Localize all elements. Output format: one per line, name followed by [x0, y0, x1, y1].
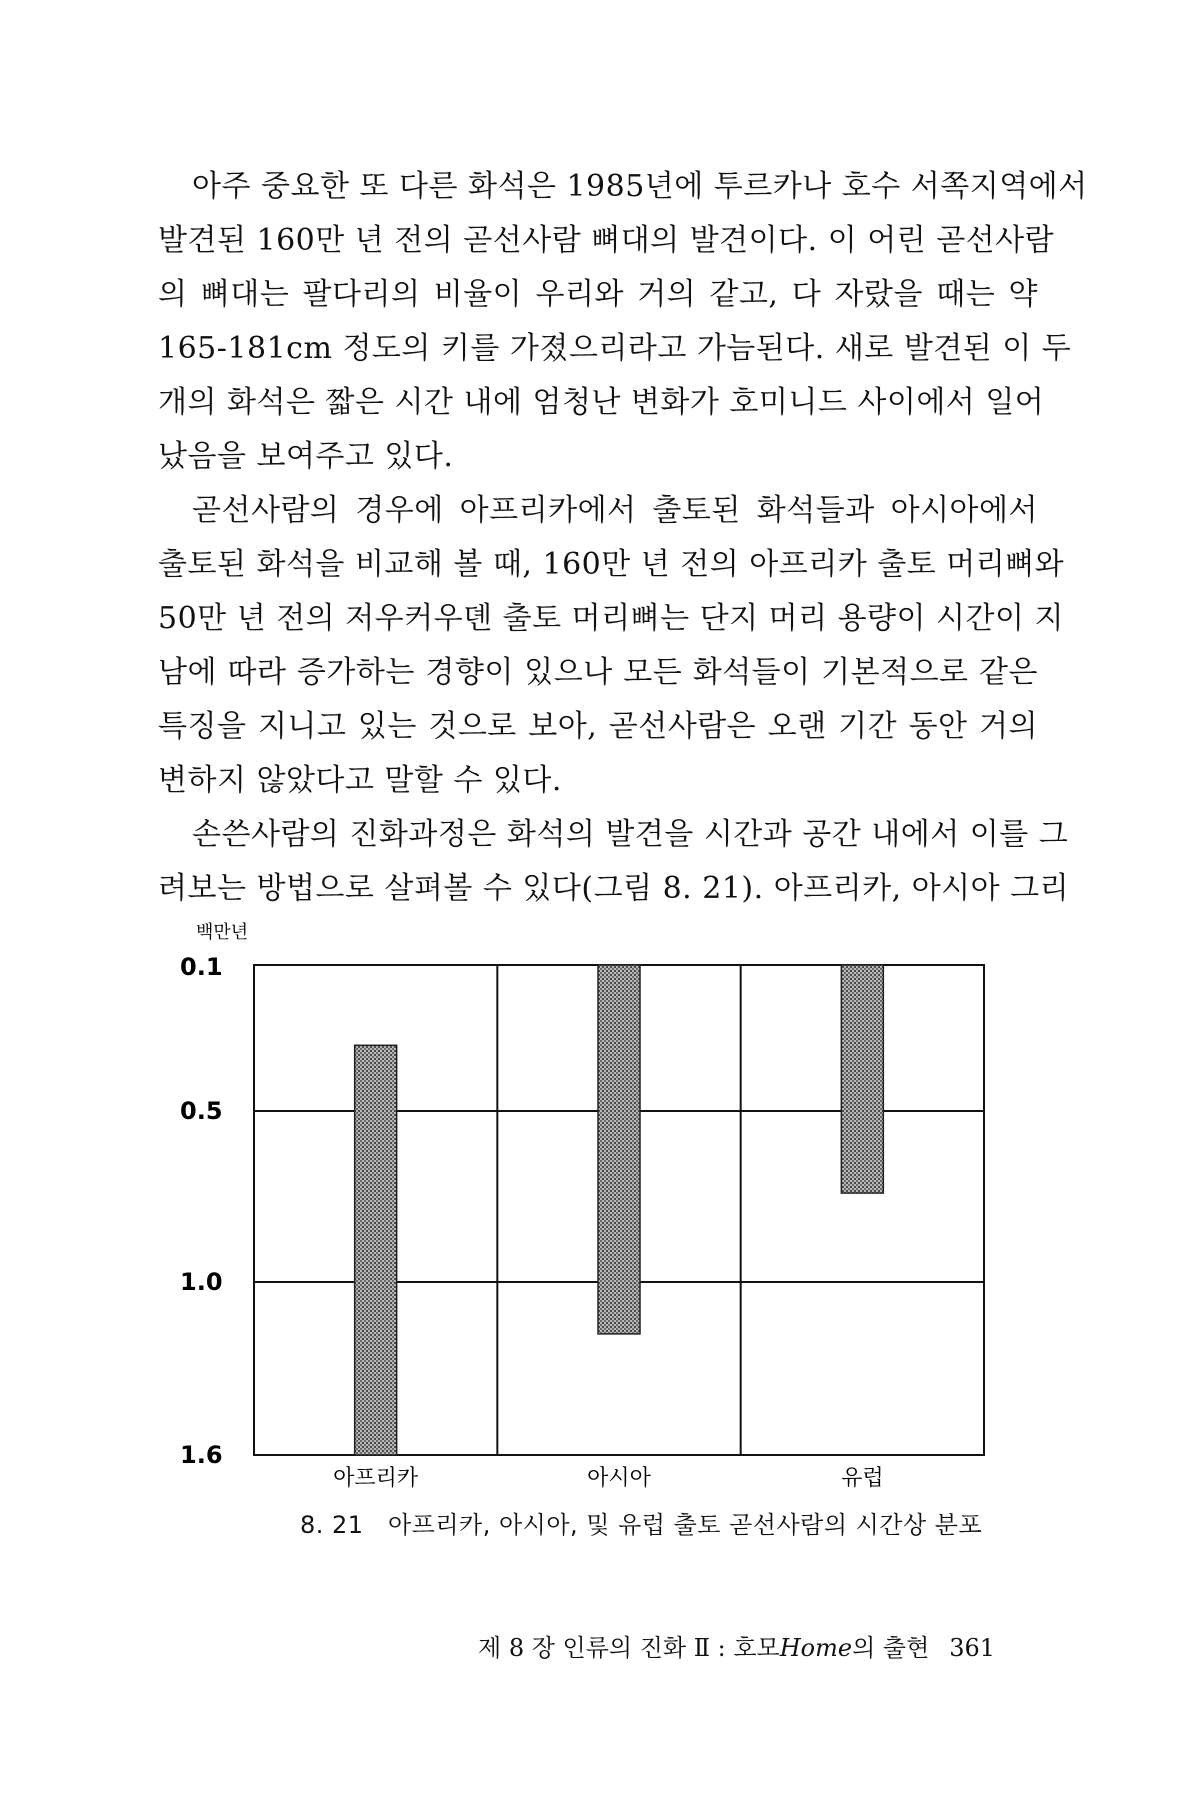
- text-line: 남에 따라 증가하는 경향이 있으나 모든 화석들이 기본적으로 같은: [158, 655, 1038, 690]
- y-tick-label: 0.5: [180, 1097, 223, 1125]
- figure-caption: [300, 1505, 982, 1540]
- chart-svg: [170, 910, 1050, 1510]
- text-line: 변하지 않았다고 말할 수 있다.: [158, 763, 562, 798]
- footer-chapter: 제 8 장 인류의 진화 Ⅱ : 호모: [478, 1634, 780, 1662]
- y-tick-labels: [180, 953, 223, 1469]
- range-bar-2: [598, 965, 640, 1334]
- text-line: 출토된 화석을 비교해 볼 때, 160만 년 전의 아프리카 출토 머리뼈와: [158, 547, 1065, 582]
- category-label: 아시아: [587, 1466, 651, 1491]
- caption-text: 아프리카, 아시아, 및 유럽 출토 곧선사람의 시간상 분포: [387, 1511, 983, 1539]
- figure-chart: [170, 910, 1050, 1550]
- caption-number: 8. 21: [300, 1511, 364, 1539]
- text-line: 났음을 보여주고 있다.: [158, 439, 454, 474]
- y-tick-label: 1.6: [180, 1441, 223, 1469]
- footer-suffix: 의 출현: [852, 1634, 930, 1662]
- text-line: 개의 화석은 짧은 시간 내에 엄청난 변화가 호미니드 사이에서 일어: [158, 385, 1045, 420]
- text-line: 특징을 지니고 있는 것으로 보아, 곧선사람은 오랜 기간 동안 거의: [158, 709, 1038, 744]
- range-bar-1: [355, 1045, 397, 1455]
- text-line: 곧선사람의 경우에 아프리카에서 출토된 화석들과 아시아에서: [192, 493, 1038, 528]
- text-line: 려보는 방법으로 살펴볼 수 있다(그림 8. 21). 아프리카, 아시아 그리: [158, 871, 1070, 906]
- text-line: 손쓴사람의 진화과정은 화석의 발견을 시간과 공간 내에서 이를 그: [192, 817, 1069, 852]
- category-label: 아프리카: [333, 1466, 419, 1491]
- category-labels: [333, 1466, 883, 1491]
- paragraph-2: [158, 484, 1065, 808]
- y-tick-label: 0.1: [180, 953, 223, 981]
- page-footer: [478, 1628, 995, 1663]
- range-bar-3: [841, 965, 883, 1193]
- category-label: 유럽: [841, 1466, 884, 1491]
- text-line: 50만 년 전의 저우커우뎬 출토 머리뼈는 단지 머리 용량이 시간이 지: [158, 601, 1065, 636]
- paragraph-1: [158, 160, 1088, 484]
- footer-italic: Home: [779, 1634, 853, 1662]
- text-line: 발견된 160만 년 전의 곧선사람 뼈대의 발견이다. 이 어린 곧선사람: [158, 223, 1055, 258]
- paragraph-3: [158, 808, 1070, 916]
- y-tick-label: 1.0: [180, 1268, 223, 1296]
- y-unit-label: 백만년: [196, 922, 249, 943]
- text-line: 아주 중요한 또 다른 화석은 1985년에 투르카나 호수 서쪽지역에서: [192, 169, 1088, 204]
- body-text: [158, 160, 1088, 916]
- text-line: 165-181cm 정도의 키를 가졌으리라고 가늠된다. 새로 발견된 이 두: [158, 331, 1072, 366]
- page-number: 361: [949, 1634, 996, 1662]
- chart-bars: [355, 965, 884, 1455]
- text-line: 의 뼈대는 팔다리의 비율이 우리와 거의 같고, 다 자랐을 때는 약: [158, 277, 1038, 312]
